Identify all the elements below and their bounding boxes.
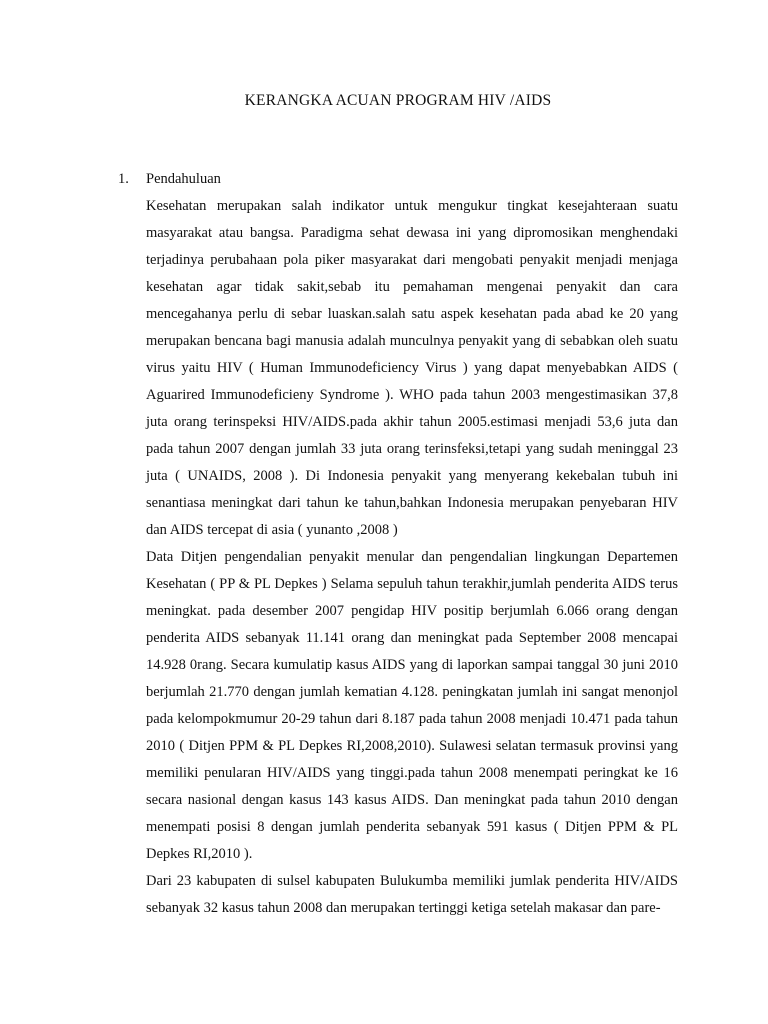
section-body	[146, 193, 678, 922]
document-title: KERANGKA ACUAN PROGRAM HIV /AIDS	[244, 92, 552, 109]
section-number: 1.	[118, 171, 129, 187]
paragraph-data: Data Ditjen pengendalian penyakit menular dan pengendalian lingkungan Departemen Kesehatan ( PP & PL Depkes ) Selama sepuluh tahun terakhir,jumlah penderita AIDS terus meningkat. pada desember 2007 pengidap HIV positip berjumlah 6.066 orang dengan penderita AIDS sebanyak 11.141 orang dan meningkat pada September 2008 mencapai 14.928 0rang. Secara kumulatip kasus AIDS yang di laporkan sampai tanggal 30 juni 2010 berjumlah 21.770 dengan jumlah kematian 4.128. peningkatan jumlah ini sangat menonjol pada kelompokmumur 20-29 tahun dari 8.187 pada tahun 2008 menjadi 10.471 pada tahun 2010 ( Ditjen PPM & PL Depkes RI,2008,2010). Sulawesi selatan termasuk provinsi yang memiliki penularan HIV/AIDS yang tinggi.pada tahun 2008 menempati peringkat ke 16 secara nasional dengan kasus 143 kasus AIDS. Dan meningkat pada tahun 2010 dengan menempati posisi 8 dengan jumlah penderita sebanyak 591 kasus ( Ditjen PPM & PL Depkes RI,2010 ).	[146, 549, 678, 862]
section-heading	[118, 166, 678, 193]
section-title: Pendahuluan	[146, 171, 221, 187]
paragraph-bulukumba: Dari 23 kabupaten di sulsel kabupaten Bulukumba memiliki jumlak penderita HIV/AIDS sebanyak 32 kasus tahun 2008 dan merupakan tertinggi ketiga setelah makasar dan pare-	[146, 873, 678, 916]
paragraph-intro: Kesehatan merupakan salah indikator untuk mengukur tingkat kesejahteraan suatu masyarakat atau bangsa. Paradigma sehat dewasa ini yang dipromosikan menghendaki terjadinya perubahaan pola piker masyarakat dari mengobati penyakit menjadi menjaga kesehatan agar tidak sakit,sebab itu pemahaman mengenai penyakit dan cara mencegahanya perlu di sebar luaskan.salah satu aspek kesehatan pada abad ke 20 yang merupakan bencana bagi manusia adalah munculnya penyakit yang di sebabkan oleh suatu virus yaitu HIV ( Human Immunodeficiency Virus ) yang dapat menyebabkan AIDS ( Aguarired Immunodeficieny Syndrome ). WHO pada tahun 2003 mengestimasikan 37,8 juta orang terinspeksi HIV/AIDS.pada akhir tahun 2005.estimasi menjadi 53,6 juta dan pada tahun 2007 dengan jumlah 33 juta orang terinsfeksi,tetapi yang sudah meninggal 23 juta ( UNAIDS, 2008 ). Di Indonesia penyakit yang menyerang kekebalan tubuh ini senantiasa meningkat dari tahun ke tahun,bahkan Indonesia merupakan penyebaran HIV dan AIDS tercepat di asia ( yunanto ,2008 )	[146, 198, 678, 538]
